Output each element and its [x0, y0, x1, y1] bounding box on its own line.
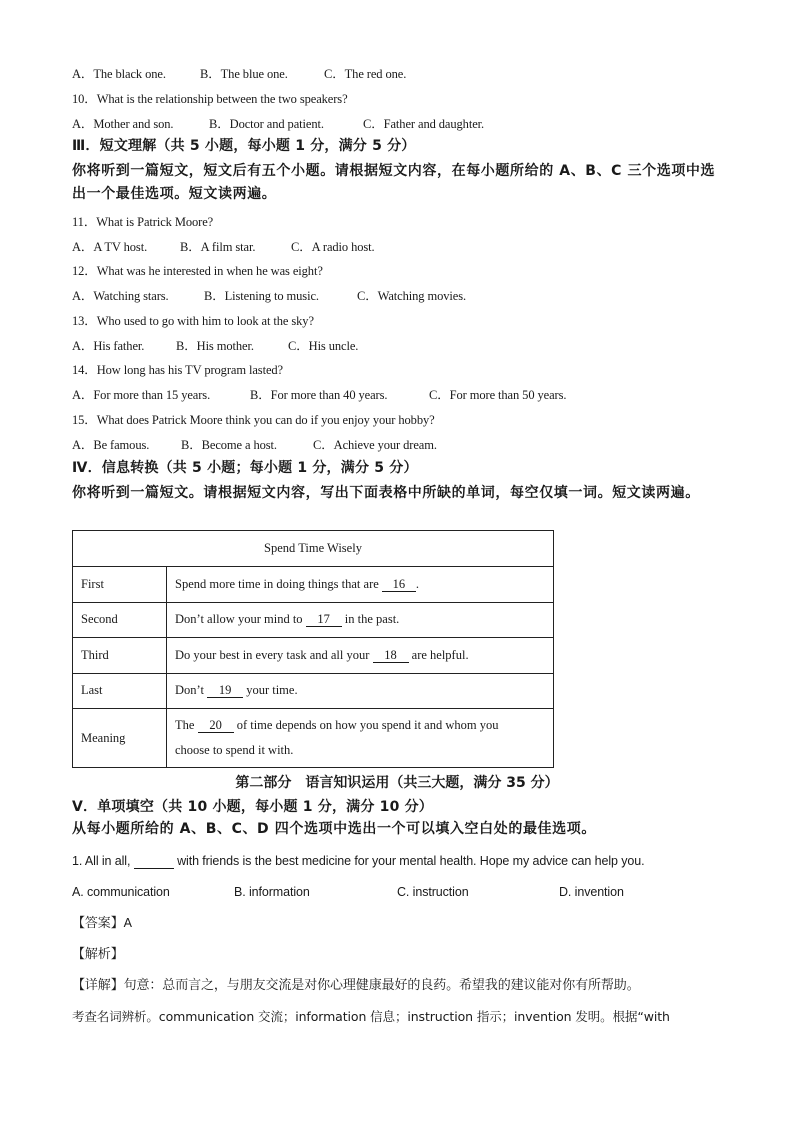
answer-line [72, 915, 132, 932]
q10-options [72, 116, 484, 132]
q12-option-c: C．Watching movies. [357, 289, 466, 303]
q11-option-c: C．A radio host. [291, 240, 375, 254]
q11-stem: 11．What is Patrick Moore? [72, 215, 214, 229]
q10-option-c: C．Father and daughter. [363, 117, 485, 131]
q15-options [72, 437, 437, 453]
q10-option-a: A．Mother and son. [72, 117, 174, 131]
section-4-heading: Ⅳ．信息转换（共 5 小题；每小题 1 分，满分 5 分） [72, 460, 418, 476]
table-row [73, 709, 554, 768]
q10-option-b: B．Doctor and patient. [209, 117, 324, 131]
q13-stem: 13．Who used to go with him to look at the sky? [72, 314, 314, 328]
q13-option-c: C．His uncle. [288, 339, 359, 353]
q15-option-a: A．Be famous. [72, 438, 150, 452]
q9-option-b: B．The blue one. [200, 67, 288, 81]
table-row [73, 673, 554, 709]
q14-stem: 14．How long has his TV program lasted? [72, 363, 283, 377]
q1-stem: 1. All in all, with friends is the best medicine for your mental health. Hope my advice can help you. [72, 854, 645, 868]
analysis-label: 【解析】 [72, 947, 124, 962]
q9-option-a: A．The black one. [72, 67, 166, 81]
q9-option-c: C．The red one. [324, 67, 407, 81]
row-label: First [73, 567, 167, 603]
detail-label: 【详解】 [72, 978, 124, 993]
q12-options [72, 288, 466, 304]
section-3-instructions: 你将听到一篇短文，短文后有五个小题。请根据短文内容，在每小题所给的 A、B、C 三个选项中选出一个最佳选项。短文读两遍。 [72, 163, 716, 202]
row-label: Meaning [73, 709, 167, 768]
row-content: Spend more time in doing things that are 16 . [167, 567, 554, 603]
row-label: Third [73, 638, 167, 674]
q12-option-b: B．Listening to music. [204, 289, 319, 303]
row-content: Do your best in every task and all your 18 are helpful. [167, 638, 554, 674]
q13-options [72, 338, 358, 354]
q12-stem: 12．What was he interested in when he was eight? [72, 264, 323, 278]
q1-option-b: B. information [234, 885, 310, 899]
q13-option-b: B．His mother. [176, 339, 254, 353]
blank-18[interactable]: 18 [373, 649, 409, 663]
q10-stem: 10．What is the relationship between the two speakers? [72, 92, 348, 106]
answer-label: 【答案】 [72, 916, 124, 931]
section-3-heading: Ⅲ．短文理解（共 5 小题，每小题 1 分，满分 5 分） [72, 138, 416, 154]
explanation-line [72, 1009, 670, 1025]
q13-option-a: A．His father. [72, 339, 145, 353]
q14-options [72, 387, 566, 403]
row-content: The 20 of time depends on how you spend it and whom you choose to spend it with. [167, 709, 554, 768]
row-content: Don’t allow your mind to 17 in the past. [167, 602, 554, 638]
q1-option-c: C. instruction [397, 885, 469, 899]
row-content: Don’t 19 your time. [167, 673, 554, 709]
table-row [73, 638, 554, 674]
q11-option-b: B．A film star. [180, 240, 256, 254]
q9-options [72, 66, 406, 82]
blank-20[interactable]: 20 [198, 719, 234, 733]
section-4-instructions: 你将听到一篇短文。请根据短文内容，写出下面表格中所缺的单词，每空仅填一词。短文读两遍。 [72, 485, 700, 501]
q14-option-c: C．For more than 50 years. [429, 388, 567, 402]
explanation-text: 考查名词辨析。communication 交流；information 信息；instruction 指示；invention 发明。根据“with [72, 1009, 670, 1024]
q15-option-b: B．Become a host. [181, 438, 277, 452]
q14-option-b: B．For more than 40 years. [250, 388, 388, 402]
detail-line [72, 977, 640, 994]
q15-stem: 15．What does Patrick Moore think you can do if you enjoy your hobby? [72, 413, 435, 427]
blank-19[interactable]: 19 [207, 684, 243, 698]
blank-16[interactable]: 16 [382, 578, 416, 592]
table-row [73, 567, 554, 603]
row-label: Second [73, 602, 167, 638]
section-5-heading: Ⅴ．单项填空（共 10 小题，每小题 1 分，满分 10 分） [72, 799, 433, 815]
detail-text: 句意：总而言之，与朋友交流是对你心理健康最好的良药。希望我的建议能对你有所帮助。 [123, 978, 640, 993]
q15-option-c: C．Achieve your dream. [313, 438, 437, 452]
row-label: Last [73, 673, 167, 709]
q14-option-a: A．For more than 15 years. [72, 388, 211, 402]
q1-option-a: A. communication [72, 885, 170, 899]
part-2-title: 第二部分 语言知识运用（共三大题，满分 35 分） [235, 775, 559, 791]
section-5-instructions: 从每小题所给的 A、B、C、D 四个选项中选出一个可以填入空白处的最佳选项。 [72, 821, 596, 837]
info-table [72, 530, 554, 768]
table-title: Spend Time Wisely [73, 531, 554, 567]
blank-17[interactable]: 17 [306, 613, 342, 627]
q11-option-a: A．A TV host. [72, 240, 148, 254]
answer-value: A [123, 916, 132, 930]
q1-blank[interactable] [134, 855, 174, 869]
analysis-line [72, 946, 124, 963]
q1-options [72, 884, 624, 900]
q1-option-d: D. invention [559, 885, 624, 899]
q12-option-a: A．Watching stars. [72, 289, 169, 303]
table-row [73, 602, 554, 638]
q11-options [72, 239, 375, 255]
